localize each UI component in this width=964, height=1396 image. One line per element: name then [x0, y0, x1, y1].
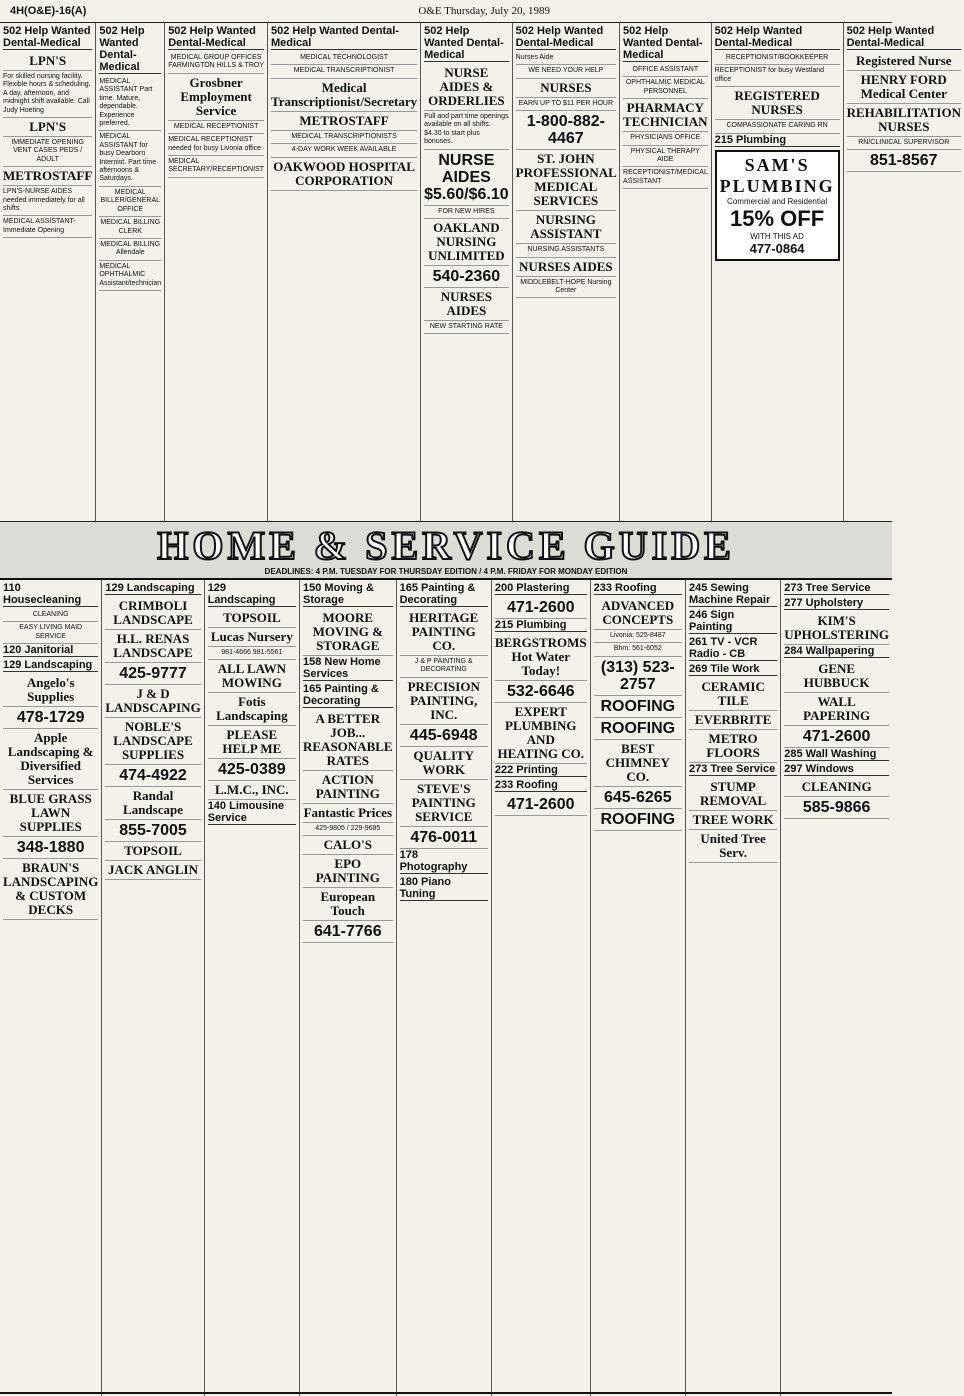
- classified-ad: 585-9866: [784, 797, 889, 819]
- ad-phone: 477-0864: [749, 240, 805, 256]
- classified-ad: Fotis Landscaping: [208, 693, 296, 726]
- ad-tagline: Commercial and Residential: [727, 196, 828, 206]
- classified-ad: 1-800-882-4467: [516, 111, 616, 150]
- section-heading: 120 Janitorial: [3, 644, 98, 657]
- classified-ad: WALL PAPERING: [784, 693, 889, 726]
- classified-ad: METROSTAFF: [3, 167, 92, 186]
- column-heading: 273 Tree Service: [784, 582, 889, 595]
- classified-ad: Fantastic Prices: [303, 804, 393, 823]
- column-heading: 502 Help Wanted Dental-Medical: [3, 25, 91, 49]
- classified-ad: 445-6948: [400, 725, 488, 747]
- section-heading: 273 Tree Service: [689, 763, 777, 776]
- classified-ad: EASY LIVING MAID SERVICE: [3, 622, 98, 644]
- classified-ad: LPN'S-NURSE AIDES needed immediately for all shifts: [3, 186, 92, 216]
- classified-ad: TOPSOIL: [208, 609, 296, 628]
- classified-ad: NURSES AIDES: [424, 288, 509, 321]
- classified-ad: MEDICAL BILLER/GENERAL OFFICE: [99, 187, 161, 217]
- column-heading: 129 Landscaping: [208, 582, 296, 607]
- classified-ad: OPHTHALMIC MEDICAL PERSONNEL: [623, 77, 708, 99]
- classified-ad: OAKWOOD HOSPITAL CORPORATION: [271, 158, 417, 191]
- classified-ad: COMPASSIONATE CARING RN: [715, 120, 840, 133]
- classified-ad: 540-2360: [424, 266, 509, 288]
- classified-ad: MEDICAL SECRETARY/RECEPTIONIST: [168, 156, 264, 178]
- classified-ad: Lucas Nursery: [208, 628, 296, 647]
- classified-ad: Angelo's Supplies: [3, 674, 98, 707]
- section-heading: 180 Piano Tuning: [400, 876, 488, 901]
- classified-ad: MOORE MOVING & STORAGE: [303, 609, 393, 656]
- classified-ad: Grosbner Employment Service: [168, 74, 264, 121]
- classified-ad: NOBLE'S LANDSCAPE SUPPLIES: [105, 718, 200, 765]
- classified-ad: RECEPTIONIST/BOOKKEEPER: [715, 52, 840, 65]
- classified-ad: 641-7766: [303, 921, 393, 943]
- classified-ad: OAKLAND NURSING UNLIMITED: [424, 219, 509, 266]
- classified-ad: NURSING ASSISTANTS: [516, 244, 616, 257]
- service-guide-column: [0, 580, 102, 1396]
- column-heading: 502 Help Wanted Dental-Medical: [271, 25, 417, 50]
- classified-ad: MEDICAL GROUP OFFICES FARMINGTON HILLS & TROY: [168, 52, 264, 74]
- classified-ad: QUALITY WORK: [400, 747, 488, 780]
- classified-ad: GENE HUBBUCK: [784, 660, 889, 693]
- classified-ad: Full and part time openings available on all shifts. $4.30 to start plus bonuses.: [424, 111, 509, 150]
- classified-ad: (313) 523-2757: [594, 657, 682, 696]
- classified-ad: 645-6265: [594, 787, 682, 809]
- column-heading: 502 Help Wanted Dental-Medical: [424, 25, 509, 62]
- classified-ad: REGISTERED NURSES: [715, 87, 840, 120]
- column-heading: 502 Help Wanted Dental-Medical: [168, 25, 264, 50]
- classified-ad: NEW STARTING RATE: [424, 321, 509, 334]
- classified-ad: 471-2600: [495, 794, 587, 816]
- help-wanted-column: [0, 23, 96, 521]
- classified-ad: ROOFING: [594, 718, 682, 740]
- help-wanted-column: [96, 23, 165, 521]
- service-directory-section: [0, 580, 892, 1396]
- classified-ad: WE NEED YOUR HELP: [516, 65, 616, 78]
- classified-ad: BERGSTROMS Hot Water Today!: [495, 634, 587, 681]
- section-heading: 215 Plumbing: [715, 134, 840, 147]
- classified-ad: NURSING ASSISTANT: [516, 211, 616, 244]
- classified-ad: A BETTER JOB... REASONABLE RATES: [303, 710, 393, 771]
- classified-ad: BRAUN'S LANDSCAPING & CUSTOM DECKS: [3, 859, 98, 920]
- column-heading: 110 Housecleaning: [3, 582, 98, 607]
- classified-ad: BLUE GRASS LAWN SUPPLIES: [3, 790, 98, 837]
- column-heading: 502 Help Wanted Dental-Medical: [516, 25, 616, 50]
- help-wanted-column: [620, 23, 712, 521]
- classified-ad: PRECISION PAINTING, INC.: [400, 678, 488, 725]
- service-guide-column: [591, 580, 686, 1396]
- classified-ad: MEDICAL BILLING CLERK: [99, 217, 161, 239]
- classified-ad: MEDICAL TECHNOLOGIST: [271, 52, 417, 65]
- classified-ad: ACTION PAINTING: [303, 771, 393, 804]
- service-guide-column: [300, 580, 397, 1396]
- column-heading: 165 Painting & Decorating: [400, 582, 488, 607]
- classified-ad: 474-4922: [105, 765, 200, 787]
- help-wanted-column: [712, 23, 844, 521]
- classified-ad: PHYSICIANS OFFICE: [623, 132, 708, 145]
- page-number: 4H(O&E)-16(A): [10, 5, 87, 17]
- column-heading: 502 Help Wanted Dental-Medical: [623, 25, 708, 62]
- classified-ad: 425-9805 / 229-9685: [303, 823, 393, 836]
- help-wanted-column: [513, 23, 620, 521]
- classified-ad: ADVANCED CONCEPTS: [594, 597, 682, 630]
- classified-ad: 532-6646: [495, 681, 587, 703]
- home-service-guide-banner: [0, 522, 892, 580]
- section-heading: 178 Photography: [400, 849, 488, 874]
- page-rule: [0, 1392, 892, 1394]
- column-heading: 150 Moving & Storage: [303, 582, 393, 607]
- classified-ad: JACK ANGLIN: [105, 861, 200, 880]
- classified-ad: 855-7005: [105, 820, 200, 842]
- classified-ad: ROOFING: [594, 809, 682, 831]
- column-heading: 502 Help Wanted Dental-Medical: [715, 25, 840, 50]
- classified-ad: MEDICAL ASSISTANT-Immediate Opening: [3, 216, 92, 238]
- classified-ad: Apple Landscaping & Diversified Services: [3, 729, 98, 790]
- section-heading: 277 Upholstery: [784, 597, 889, 610]
- classified-ad: NURSES: [516, 79, 616, 98]
- classified-ad: EPO PAINTING: [303, 855, 393, 888]
- classified-ad: RN/CLINICAL SUPERVISOR: [847, 137, 961, 150]
- classified-ad: Randal Landscape: [105, 787, 200, 820]
- section-heading: 140 Limousine Service: [208, 800, 296, 825]
- classified-ad: EVERBRITE: [689, 711, 777, 730]
- banner-title: HOME & SERVICE GUIDE: [157, 522, 735, 568]
- classified-ad: 348-1880: [3, 837, 98, 859]
- classified-ad: MEDICAL ASSISTANT for busy Dearborn Internist. Part time afternoons & Saturdays.: [99, 131, 161, 186]
- classified-ad: 4-DAY WORK WEEK AVAILABLE: [271, 144, 417, 157]
- column-heading: 200 Plastering: [495, 582, 587, 595]
- classified-ad: CERAMIC TILE: [689, 678, 777, 711]
- classified-ad: 478-1729: [3, 707, 98, 729]
- service-guide-column: [492, 580, 591, 1396]
- classified-ad: L.M.C., INC.: [208, 781, 296, 800]
- section-heading: 269 Tile Work: [689, 663, 777, 676]
- classified-ad: ST. JOHN PROFESSIONAL MEDICAL SERVICES: [516, 150, 616, 211]
- classified-ad: RECEPTIONIST/MEDICAL ASSISTANT: [623, 167, 708, 189]
- classified-ad: METRO FLOORS: [689, 730, 777, 763]
- section-heading: 158 New Home Services: [303, 656, 393, 681]
- classified-ad: HERITAGE PAINTING CO.: [400, 609, 488, 656]
- classified-ad: RECEPTIONIST for busy Westland office: [715, 65, 840, 87]
- column-heading: 233 Roofing: [594, 582, 682, 595]
- section-heading: 222 Printing: [495, 764, 587, 777]
- classified-ad: MIDDLEBELT-HOPE Nursing Center: [516, 277, 616, 299]
- classified-ad: 425-9777: [105, 663, 200, 685]
- classified-ad: KIM'S UPHOLSTERING: [784, 612, 889, 645]
- help-wanted-column: [844, 23, 964, 521]
- classified-ad: Nurses Aide: [516, 52, 616, 65]
- classified-ad: ROOFING: [594, 696, 682, 718]
- classified-ad: TOPSOIL: [105, 842, 200, 861]
- classified-ad: United Tree Serv.: [689, 830, 777, 863]
- service-guide-column: [102, 580, 204, 1396]
- classified-ad: MEDICAL RECEPTIONIST needed for busy Livonia office: [168, 134, 264, 156]
- section-heading: 246 Sign Painting: [689, 609, 777, 634]
- classified-ad: CALO'S: [303, 836, 393, 855]
- service-guide-column: [205, 580, 300, 1396]
- classified-ad: IMMEDIATE OPENING VENT CASES PEDS / ADULT: [3, 137, 92, 167]
- service-guide-column: [686, 580, 781, 1396]
- section-heading: 233 Roofing: [495, 779, 587, 792]
- classified-ad: STUMP REMOVAL: [689, 778, 777, 811]
- classified-ad: EARN UP TO $11 PER HOUR: [516, 98, 616, 111]
- classified-ad: TREE WORK: [689, 811, 777, 830]
- classified-ad: MEDICAL TRANSCRIPTIONISTS: [271, 131, 417, 144]
- service-guide-column: [781, 580, 892, 1396]
- classified-ad: REHABILITATION NURSES: [847, 104, 961, 137]
- edition-line: O&E Thursday, July 20, 1989: [418, 5, 551, 17]
- masthead: [0, 0, 892, 23]
- classified-ad: For skilled nursing facility. Flexible hours & scheduling. A day, afternoon, and midnight shift available. Call Judy Hoeting: [3, 71, 92, 118]
- classified-ad: MEDICAL OPHTHALMIC Assistant/technician: [99, 261, 161, 291]
- classified-ad: PHYSICAL THERAPY AIDE: [623, 146, 708, 168]
- classified-ad: Livonia: 525-8487: [594, 630, 682, 643]
- section-heading: 285 Wall Washing: [784, 748, 889, 761]
- section-heading: 297 Windows: [784, 763, 889, 776]
- classified-ad: STEVE'S PAINTING SERVICE: [400, 780, 488, 827]
- classified-ad: 425-0389: [208, 759, 296, 781]
- classified-ad: European Touch: [303, 888, 393, 921]
- section-heading: 165 Painting & Decorating: [303, 683, 393, 708]
- classified-ad: HENRY FORD Medical Center: [847, 71, 961, 104]
- section-heading: 284 Wallpapering: [784, 645, 889, 658]
- classified-ad: Bhm: 561-6052: [594, 643, 682, 656]
- classified-ad: 851-8567: [847, 150, 961, 172]
- help-wanted-column: [268, 23, 421, 521]
- classified-ad: EXPERT PLUMBING AND HEATING CO.: [495, 703, 587, 764]
- classified-ad: Registered Nurse: [847, 52, 961, 71]
- column-heading: 502 Help Wanted Dental-Medical: [99, 25, 161, 74]
- classified-ad: LPN'S: [3, 118, 92, 137]
- section-heading: 261 TV - VCR Radio - CB: [689, 636, 777, 661]
- classified-ad: J & P PAINTING & DECORATING: [400, 656, 488, 678]
- ad-name: SAM'S PLUMBING: [719, 154, 835, 196]
- classified-ad: J & D LANDSCAPING: [105, 685, 200, 718]
- plumbing-display-ad: [715, 150, 840, 261]
- classified-ad: CLEANING: [3, 609, 98, 622]
- classified-ad: MEDICAL TRANSCRIPTIONIST: [271, 65, 417, 78]
- column-heading: 129 Landscaping: [105, 582, 200, 595]
- classified-ad: NURSE AIDES & ORDERLIES: [424, 64, 509, 111]
- classified-ad: FOR NEW HIRES: [424, 206, 509, 219]
- service-guide-column: [397, 580, 492, 1396]
- classified-ad: PHARMACY TECHNICIAN: [623, 99, 708, 132]
- help-wanted-column: [165, 23, 268, 521]
- classified-ad: ALL LAWN MOWING: [208, 660, 296, 693]
- classified-ad: BEST CHIMNEY CO.: [594, 740, 682, 787]
- classified-ad: 476-0011: [400, 827, 488, 849]
- classified-ad: PLEASE HELP ME: [208, 726, 296, 759]
- column-heading: 502 Help Wanted Dental-Medical: [847, 25, 961, 50]
- section-heading: 129 Landscaping: [3, 659, 98, 672]
- help-wanted-section: [0, 23, 961, 522]
- classified-ad: OFFICE ASSISTANT: [623, 64, 708, 77]
- section-heading: 215 Plumbing: [495, 619, 587, 632]
- classified-ad: 981-4666 981-5561: [208, 647, 296, 660]
- ad-offer: 15% OFF: [730, 205, 825, 231]
- classified-ad: NURSE AIDES $5.60/$6.10: [424, 150, 509, 206]
- classified-ad: 471-2600: [495, 597, 587, 619]
- column-heading: 245 Sewing Machine Repair: [689, 582, 777, 607]
- ad-note: WITH THIS AD: [750, 231, 804, 241]
- classified-ad: MEDICAL ASSISTANT Part time. Mature, dependable. Experience preferred.: [99, 76, 161, 131]
- help-wanted-column: [421, 23, 513, 521]
- classified-ad: CLEANING: [784, 778, 889, 797]
- classified-ad: METROSTAFF: [271, 112, 417, 131]
- classified-ad: H.L. RENAS LANDSCAPE: [105, 630, 200, 663]
- classified-ad: LPN'S: [3, 52, 92, 71]
- classified-ad: NURSES AIDES: [516, 258, 616, 277]
- classified-ad: MEDICAL RECEPTIONIST: [168, 121, 264, 134]
- banner-deadlines: DEADLINES: 4 P.M. TUESDAY FOR THURSDAY EDITION / 4 P.M. FRIDAY FOR MONDAY EDITION: [264, 566, 628, 576]
- classified-ad: 471-2600: [784, 726, 889, 748]
- classified-ad: Medical Transcriptionist/Secretary: [271, 79, 417, 112]
- classified-ad: CRIMBOLI LANDSCAPE: [105, 597, 200, 630]
- classified-ad: MEDICAL BILLING Allendale: [99, 239, 161, 261]
